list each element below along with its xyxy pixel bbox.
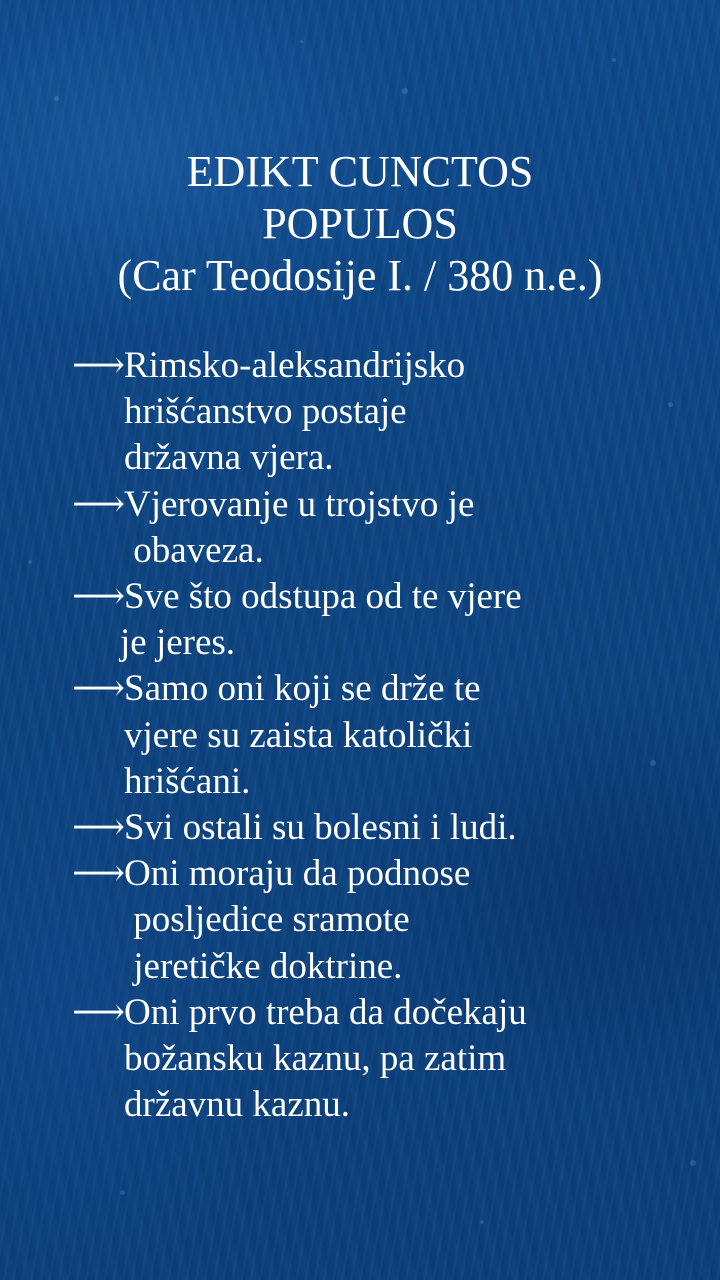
- list-item: [72, 666, 692, 805]
- subtitle: (Car Teodosije I. / 380 n.e.): [117, 251, 603, 300]
- list-item: [72, 805, 692, 851]
- list-item-line: Svi ostali su bolesni i ludi.: [124, 807, 517, 849]
- arrow-icon: ⟶: [72, 853, 126, 895]
- texture-speckle: [690, 1160, 696, 1166]
- list-item: [72, 574, 692, 666]
- list-item-line: Sve što odstupa od te vjere: [124, 576, 522, 618]
- texture-speckle: [402, 88, 408, 94]
- arrow-icon: ⟶: [72, 807, 126, 849]
- list-item-line: Vjerovanje u trojstvo je: [124, 483, 475, 525]
- texture-speckle: [28, 560, 32, 564]
- list-item-line: državnu kaznu.: [124, 1084, 351, 1126]
- list-item-line: Oni prvo treba da dočekaju: [124, 991, 527, 1033]
- texture-speckle: [612, 58, 616, 62]
- list-item-line: je jeres.: [120, 622, 236, 664]
- edict-points-list: [72, 343, 692, 1128]
- list-item-line: Samo oni koji se drže te: [124, 668, 481, 710]
- texture-speckle: [300, 40, 303, 43]
- list-item-line: vjere su zaista katolički: [124, 714, 473, 756]
- arrow-icon: ⟶: [72, 991, 126, 1033]
- list-item-line: obaveza.: [124, 529, 264, 571]
- list-item-line: Oni moraju da podnose: [124, 853, 471, 895]
- list-item-line: božansku kaznu, pa zatim: [124, 1038, 507, 1080]
- list-item-line: Rimsko-aleksandrijsko: [124, 345, 466, 386]
- texture-speckle: [120, 1190, 125, 1195]
- list-item: [72, 851, 692, 990]
- list-item-line: jeretičke doktrine.: [124, 945, 403, 987]
- texture-speckle: [480, 1220, 484, 1224]
- list-item-line: hrišćani.: [124, 760, 251, 802]
- arrow-icon: ⟶: [72, 483, 126, 525]
- arrow-icon: ⟶: [72, 668, 126, 710]
- title-line-1: EDIKT CUNCTOS: [186, 147, 534, 196]
- title-line-2: POPULOS: [262, 199, 458, 248]
- list-item: [72, 990, 692, 1129]
- arrow-icon: ⟶: [72, 345, 126, 386]
- list-item-line: posljedice sramote: [124, 899, 410, 941]
- list-item: [72, 482, 692, 574]
- list-item-line: državna vjera.: [124, 437, 334, 479]
- title-block: [0, 146, 720, 302]
- list-item: [72, 343, 692, 482]
- texture-speckle: [54, 96, 59, 101]
- arrow-icon: ⟶: [72, 576, 126, 618]
- list-item-line: hrišćanstvo postaje: [124, 391, 407, 433]
